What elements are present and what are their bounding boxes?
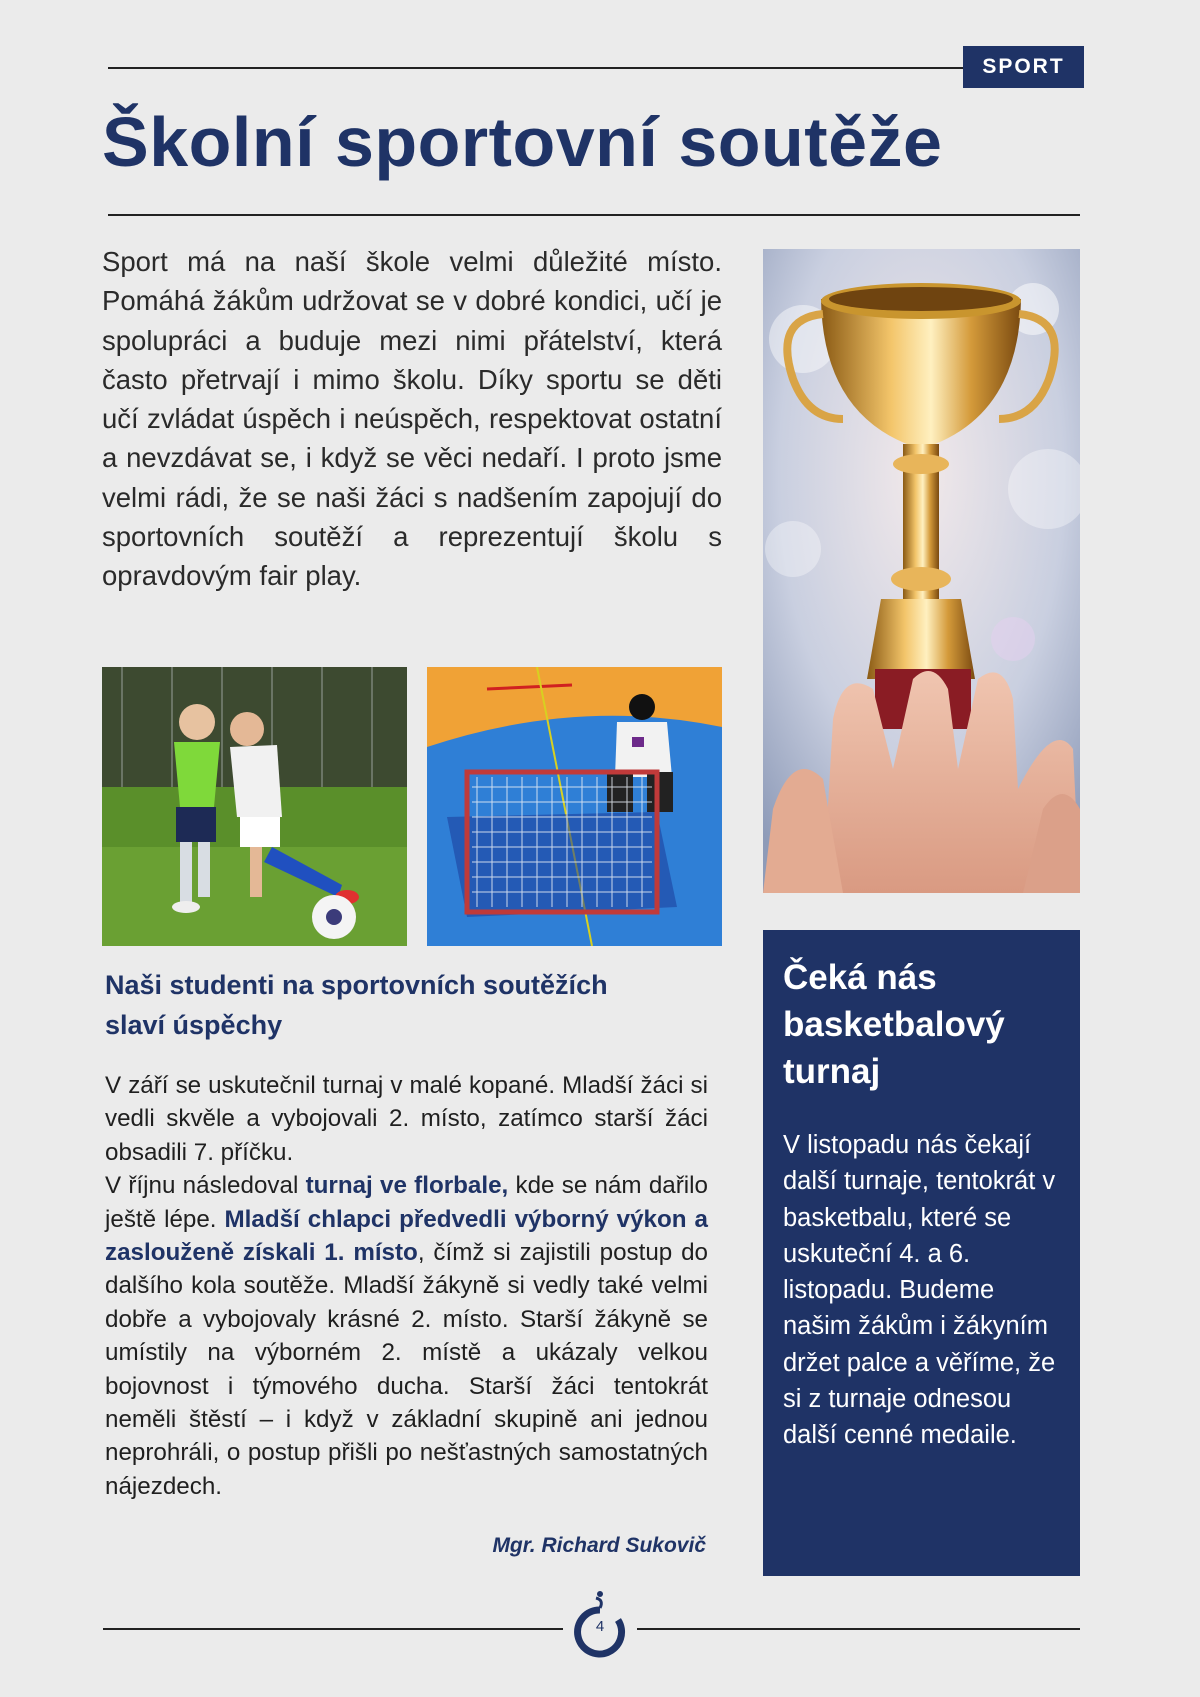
article-highlight: turnaj ve florbale, [305,1172,509,1200]
title-divider [108,214,1080,216]
section-tag: SPORT [963,46,1084,88]
article-text: V říjnu následoval [105,1172,306,1200]
page-number: 4 [595,1618,605,1635]
footer-divider-right [637,1628,1080,1630]
footer-divider-left [103,1628,563,1630]
top-divider [108,67,966,69]
sidebar-box [763,930,1080,1576]
article-paragraph-2 [105,1169,708,1503]
page-title: Školní sportovní soutěže [102,103,943,181]
article-text: , čímž si zajistili postup do dalšího kola soutěže. Mladší žákyně si vedly také velmi dobře a vybojovaly krásné 2. místo. Starší žákyně se umístily na výborném 2. místě a ukázaly velkou bojovnost i týmového ducha. Starší žáci tentokrát neměli štěstí – i když v základní skupině ani jednou neprohráli, o postup přišli po nešťastných samostatných nájezdech. [105,1239,708,1500]
sidebar-text: V listopadu nás čekají další turnaje, tentokrát v basketbalu, které se uskuteční 4. a 6. listopadu. Budeme našim žákům i žákyním držet palce a věříme, že si z turnaje odnesou další cenné medaile. [783,1131,1056,1450]
football-photo [102,667,407,946]
article-body [105,1069,708,1503]
sidebar-title: Čeká nás basketbalový turnaj [783,958,1005,1091]
intro-paragraph: Sport má na naší škole velmi důležité místo. Pomáhá žákům udržovat se v dobré kondici, učí je spolupráci a buduje mezi nimi přátelství, která často přetrvají i mimo školu. Díky sportu se děti učí zvládat úspěch i neúspěch, respektovat ostatní a nevzdávat se, i když se věci nedaří. I proto jsme velmi rádi, že se naši žáci s nadšením zapojují do sportovních soutěží a reprezentují školu s opravdovým fair play. [102,246,722,592]
floorball-photo [427,667,722,946]
article-author: Mgr. Richard Sukovič [492,1534,706,1557]
article-highlight: Mladší chlapci předvedli výborný výkon a zaslouženě získali 1. místo [105,1205,708,1267]
article-heading: Naši studenti na sportovních soutěžích slaví úspěchy [105,970,608,1040]
article-paragraph-1: V září se uskutečnil turnaj v malé kopané. Mladší žáci si vedli skvěle a vybojovali 2. místo, zatímco starší žáci obsadili 7. příčku. [105,1072,708,1166]
article-text: kde se nám dařilo ještě lépe. [105,1172,708,1233]
trophy-photo [763,249,1080,893]
